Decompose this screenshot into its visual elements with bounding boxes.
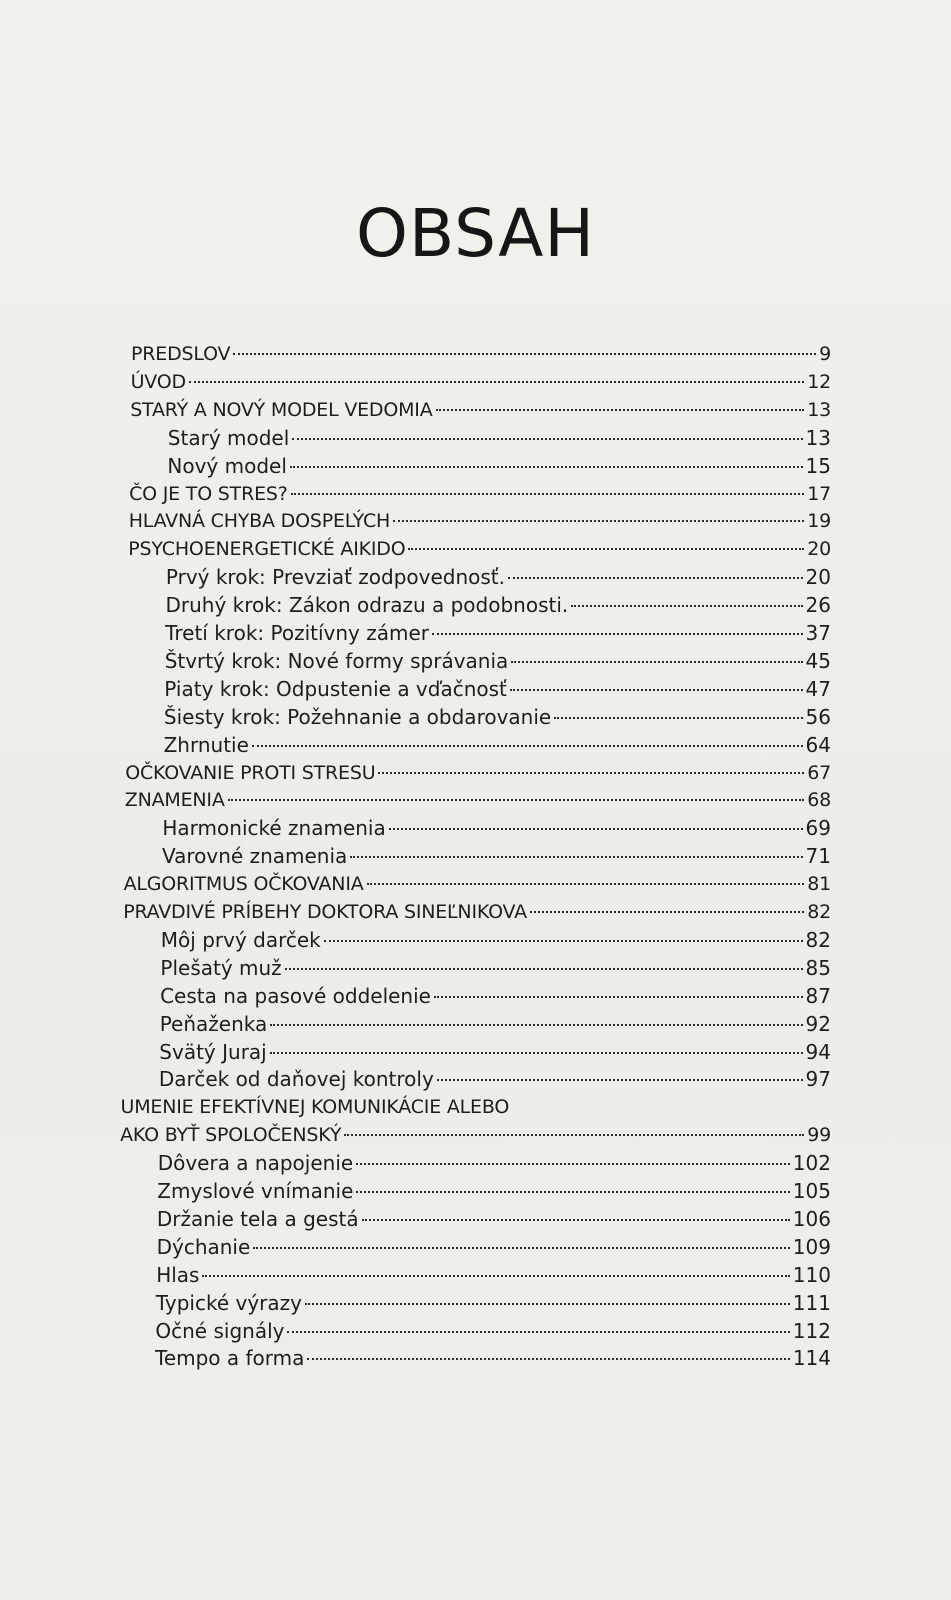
toc-entry-label: Zhrnutie <box>163 732 249 757</box>
toc-entry <box>158 1149 831 1177</box>
toc-entry-label: Druhý krok: Zákon odrazu a podobnosti. <box>165 593 569 618</box>
toc-entry-label: Nový model <box>167 453 287 478</box>
dot-leader <box>292 438 802 440</box>
toc-entry <box>125 786 831 814</box>
dot-leader <box>393 520 804 522</box>
toc-entry-page: 17 <box>807 482 831 505</box>
toc-entry <box>130 396 831 424</box>
dot-leader <box>356 1191 789 1193</box>
toc-entry-page: 85 <box>805 955 831 980</box>
toc-entry-page: 82 <box>807 901 831 923</box>
toc-entry-page: 106 <box>792 1206 831 1231</box>
dot-leader <box>434 996 803 998</box>
toc-entry-page: 87 <box>805 983 831 1008</box>
toc-entry-page: 111 <box>792 1290 831 1315</box>
dot-leader <box>252 745 803 747</box>
toc-entry-label: Tretí krok: Pozitívny zámer <box>165 621 429 645</box>
toc-entry-label: Harmonické znamenia <box>162 816 386 841</box>
toc-entry <box>121 1093 832 1121</box>
toc-entry <box>125 759 831 787</box>
toc-entry <box>131 368 831 396</box>
toc-entry-label: Svätý Juraj <box>159 1039 267 1064</box>
toc-entry-label: PREDSLOV <box>131 343 231 365</box>
toc-entry-label: OČKOVANIE PROTI STRESU <box>125 761 376 784</box>
toc-entry <box>120 1121 831 1149</box>
dot-leader <box>408 548 804 550</box>
toc-entry-label: Hlas <box>156 1262 200 1287</box>
dot-leader <box>432 633 803 635</box>
toc-entry <box>155 1317 831 1345</box>
toc-entry-label: HLAVNÁ CHYBA DOSPELÝCH <box>128 510 391 533</box>
toc-entry-label: Dôvera a napojenie <box>157 1151 354 1176</box>
dot-leader <box>530 911 804 913</box>
toc-entry-label: ČO JE TO STRES? <box>129 482 288 505</box>
dot-leader <box>270 1052 803 1054</box>
toc-entry-page: 109 <box>792 1234 831 1259</box>
toc-entry <box>156 1261 831 1289</box>
toc-entry <box>161 926 831 954</box>
dot-leader <box>324 940 803 942</box>
toc-entry-label: Očné signály <box>155 1318 285 1343</box>
toc-entry-page: 112 <box>792 1318 831 1343</box>
dot-leader <box>307 1358 789 1360</box>
toc-entry <box>129 480 831 508</box>
toc-entry-label: Zmyslové vnímanie <box>157 1179 354 1203</box>
toc-entry-label: Starý model <box>167 425 290 450</box>
toc-entry <box>157 1205 831 1233</box>
toc-entry-label: Varovné znamenia <box>162 844 348 869</box>
toc-entry-page: 97 <box>805 1067 831 1092</box>
page-title: OBSAH <box>356 195 595 272</box>
toc-entry-page: 56 <box>805 704 831 729</box>
toc-entry-page: 13 <box>805 425 831 450</box>
dot-leader <box>285 968 803 970</box>
toc-entry <box>157 1233 831 1261</box>
toc-entry-label: Peňaženka <box>159 1011 268 1036</box>
toc-entry <box>162 814 831 842</box>
toc-entry-label: AKO BYŤ SPOLOČENSKÝ <box>120 1124 342 1147</box>
toc-entry <box>168 424 831 452</box>
toc-entry <box>165 619 831 647</box>
toc-entry-label: Cesta na pasové oddelenie <box>160 983 431 1008</box>
toc-entry-label: Typické výrazy <box>155 1290 302 1315</box>
toc-entry-page: 13 <box>807 398 831 421</box>
toc-entry-page: 15 <box>805 453 831 478</box>
dot-leader <box>287 1331 789 1333</box>
dot-leader <box>436 409 805 411</box>
toc-entry-label: UMENIE EFEKTÍVNEJ KOMUNIKÁCIE ALEBO <box>120 1096 510 1119</box>
toc-entry <box>160 982 831 1010</box>
toc-entry-label: ÚVOD <box>130 370 186 393</box>
toc-entry <box>166 563 831 591</box>
dot-leader <box>508 577 803 579</box>
toc-entry-page: 82 <box>805 927 831 952</box>
toc-entry-label: Plešatý muž <box>160 955 282 980</box>
toc-entry-page: 20 <box>805 565 831 590</box>
toc-entry-page: 110 <box>792 1262 831 1287</box>
dot-leader <box>290 466 803 468</box>
toc-entry <box>164 675 831 703</box>
dot-leader <box>356 1163 790 1165</box>
dot-leader <box>362 1219 790 1221</box>
toc-entry <box>156 1289 831 1317</box>
toc-entry <box>123 898 831 926</box>
toc-entry-page: 37 <box>805 621 831 645</box>
dot-leader <box>378 772 804 774</box>
dot-leader <box>511 661 802 663</box>
toc-entry-label: ZNAMENIA <box>124 789 225 812</box>
toc-entry-page: 12 <box>807 370 831 393</box>
toc-entry-page: 114 <box>792 1346 831 1371</box>
toc-entry <box>131 340 831 368</box>
toc-entry <box>160 954 831 982</box>
toc-entry-label: Prvý krok: Prevziať zodpovednosť. <box>165 565 506 590</box>
toc-entry <box>159 1065 831 1093</box>
toc-entry-label: Tempo a forma <box>155 1346 305 1371</box>
dot-leader <box>437 1079 803 1081</box>
toc-entry-page: 9 <box>819 343 831 365</box>
toc-entry-page: 64 <box>805 732 831 757</box>
toc-entry-page: 45 <box>805 648 831 673</box>
dot-leader <box>270 1024 802 1026</box>
toc-entry-page: 102 <box>792 1151 831 1176</box>
toc-entry <box>165 647 831 675</box>
dot-leader <box>350 856 802 858</box>
toc-entry-page: 67 <box>807 761 831 784</box>
toc-entry <box>160 1010 831 1038</box>
toc-entry <box>155 1344 831 1372</box>
dot-leader <box>554 717 802 719</box>
dot-leader <box>344 1134 804 1136</box>
toc-entry-label: Štvrtý krok: Nové formy správania <box>164 648 509 673</box>
toc-entry-label: Šiesty krok: Požehnanie a obdarovanie <box>163 704 552 729</box>
toc-entry-label: PSYCHOENERGETICKÉ AIKIDO <box>128 538 406 561</box>
dot-leader <box>510 689 803 691</box>
toc-entry <box>166 591 832 619</box>
toc-entry-page: 105 <box>792 1179 831 1203</box>
toc-entry-page: 26 <box>805 593 831 618</box>
dot-leader <box>571 605 802 607</box>
dot-leader <box>233 353 816 355</box>
toc-entry-label: ALGORITMUS OČKOVANIA <box>123 873 364 896</box>
toc-entry-label: STARÝ A NOVÝ MODEL VEDOMIA <box>130 398 433 421</box>
toc-entry-page: 99 <box>807 1124 831 1147</box>
toc-entry-page: 19 <box>807 510 831 533</box>
toc-entry <box>162 842 831 870</box>
toc-entry-page: 68 <box>807 789 831 812</box>
toc-entry <box>128 535 831 563</box>
toc-entry-label: Darček od daňovej kontroly <box>158 1067 434 1092</box>
toc-entry-label: PRAVDIVÉ PRÍBEHY DOKTORA SINEĽNIKOVA <box>123 901 527 923</box>
dot-leader <box>291 493 805 495</box>
toc-entry-label: Dýchanie <box>156 1234 251 1259</box>
toc-entry-label: Môj prvý darček <box>160 927 321 952</box>
dot-leader <box>202 1275 789 1277</box>
dot-leader <box>228 799 805 801</box>
toc-entry-page: 69 <box>805 816 831 841</box>
toc-entry-page: 20 <box>807 538 831 561</box>
toc-entry-label: Piaty krok: Odpustenie a vďačnosť <box>164 676 507 701</box>
toc-entry-label: Držanie tela a gestá <box>156 1206 359 1231</box>
toc-entry <box>167 452 831 480</box>
toc-entry-page: 71 <box>805 844 831 869</box>
toc-entry-page: 81 <box>807 873 831 896</box>
dot-leader <box>389 828 803 830</box>
dot-leader <box>305 1303 790 1305</box>
dot-leader <box>253 1247 790 1249</box>
toc-entry <box>159 1038 831 1066</box>
toc-entry-page: 92 <box>805 1011 831 1036</box>
toc-entry <box>129 507 831 535</box>
dot-leader <box>367 883 805 885</box>
dot-leader <box>189 381 804 383</box>
toc-entry <box>157 1177 831 1205</box>
toc-entry <box>164 731 831 759</box>
toc-entry-page: 47 <box>805 676 831 701</box>
toc-entry <box>124 870 831 898</box>
toc-entry <box>164 703 831 731</box>
toc-entry-page: 94 <box>805 1039 831 1064</box>
